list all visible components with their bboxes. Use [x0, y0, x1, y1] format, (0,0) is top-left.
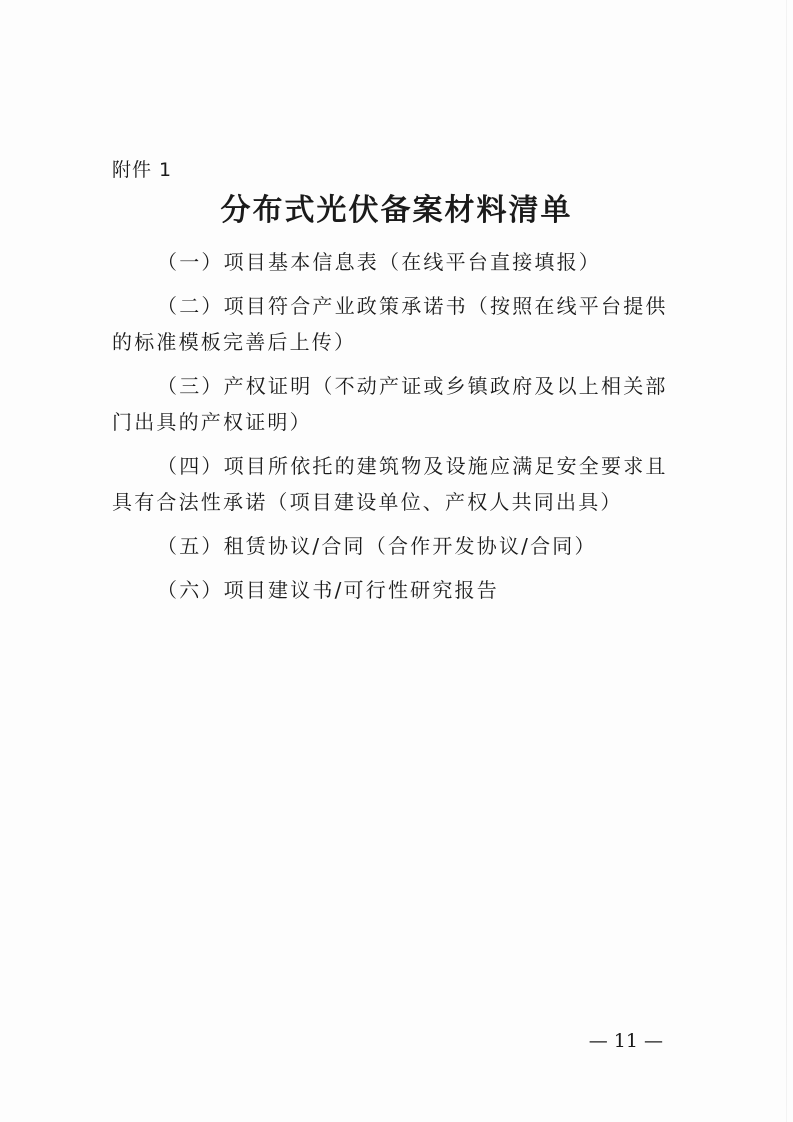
list-item: （六）项目建议书/可行性研究报告: [157, 578, 499, 602]
list-item: （二）项目符合产业政策承诺书（按照在线平台提供的标准模板完善后上传）: [112, 294, 668, 354]
document-title: 分布式光伏备案材料清单: [220, 193, 573, 228]
list-item: （四）项目所依托的建筑物及设施应满足安全要求且具有合法性承诺（项目建设单位、产权人共同出具）: [112, 454, 668, 514]
list-item: （一）项目基本信息表（在线平台直接填报）: [157, 250, 601, 274]
materials-list: [112, 244, 687, 608]
page-number: — 11 —: [588, 1030, 663, 1052]
list-item: （五）租赁协议/合同（合作开发协议/合同）: [157, 534, 597, 558]
attachment-label: 附件 1: [112, 159, 173, 181]
list-item: （三）产权证明（不动产证或乡镇政府及以上相关部门出具的产权证明）: [112, 374, 668, 434]
scan-edge-line: [786, 0, 787, 1122]
